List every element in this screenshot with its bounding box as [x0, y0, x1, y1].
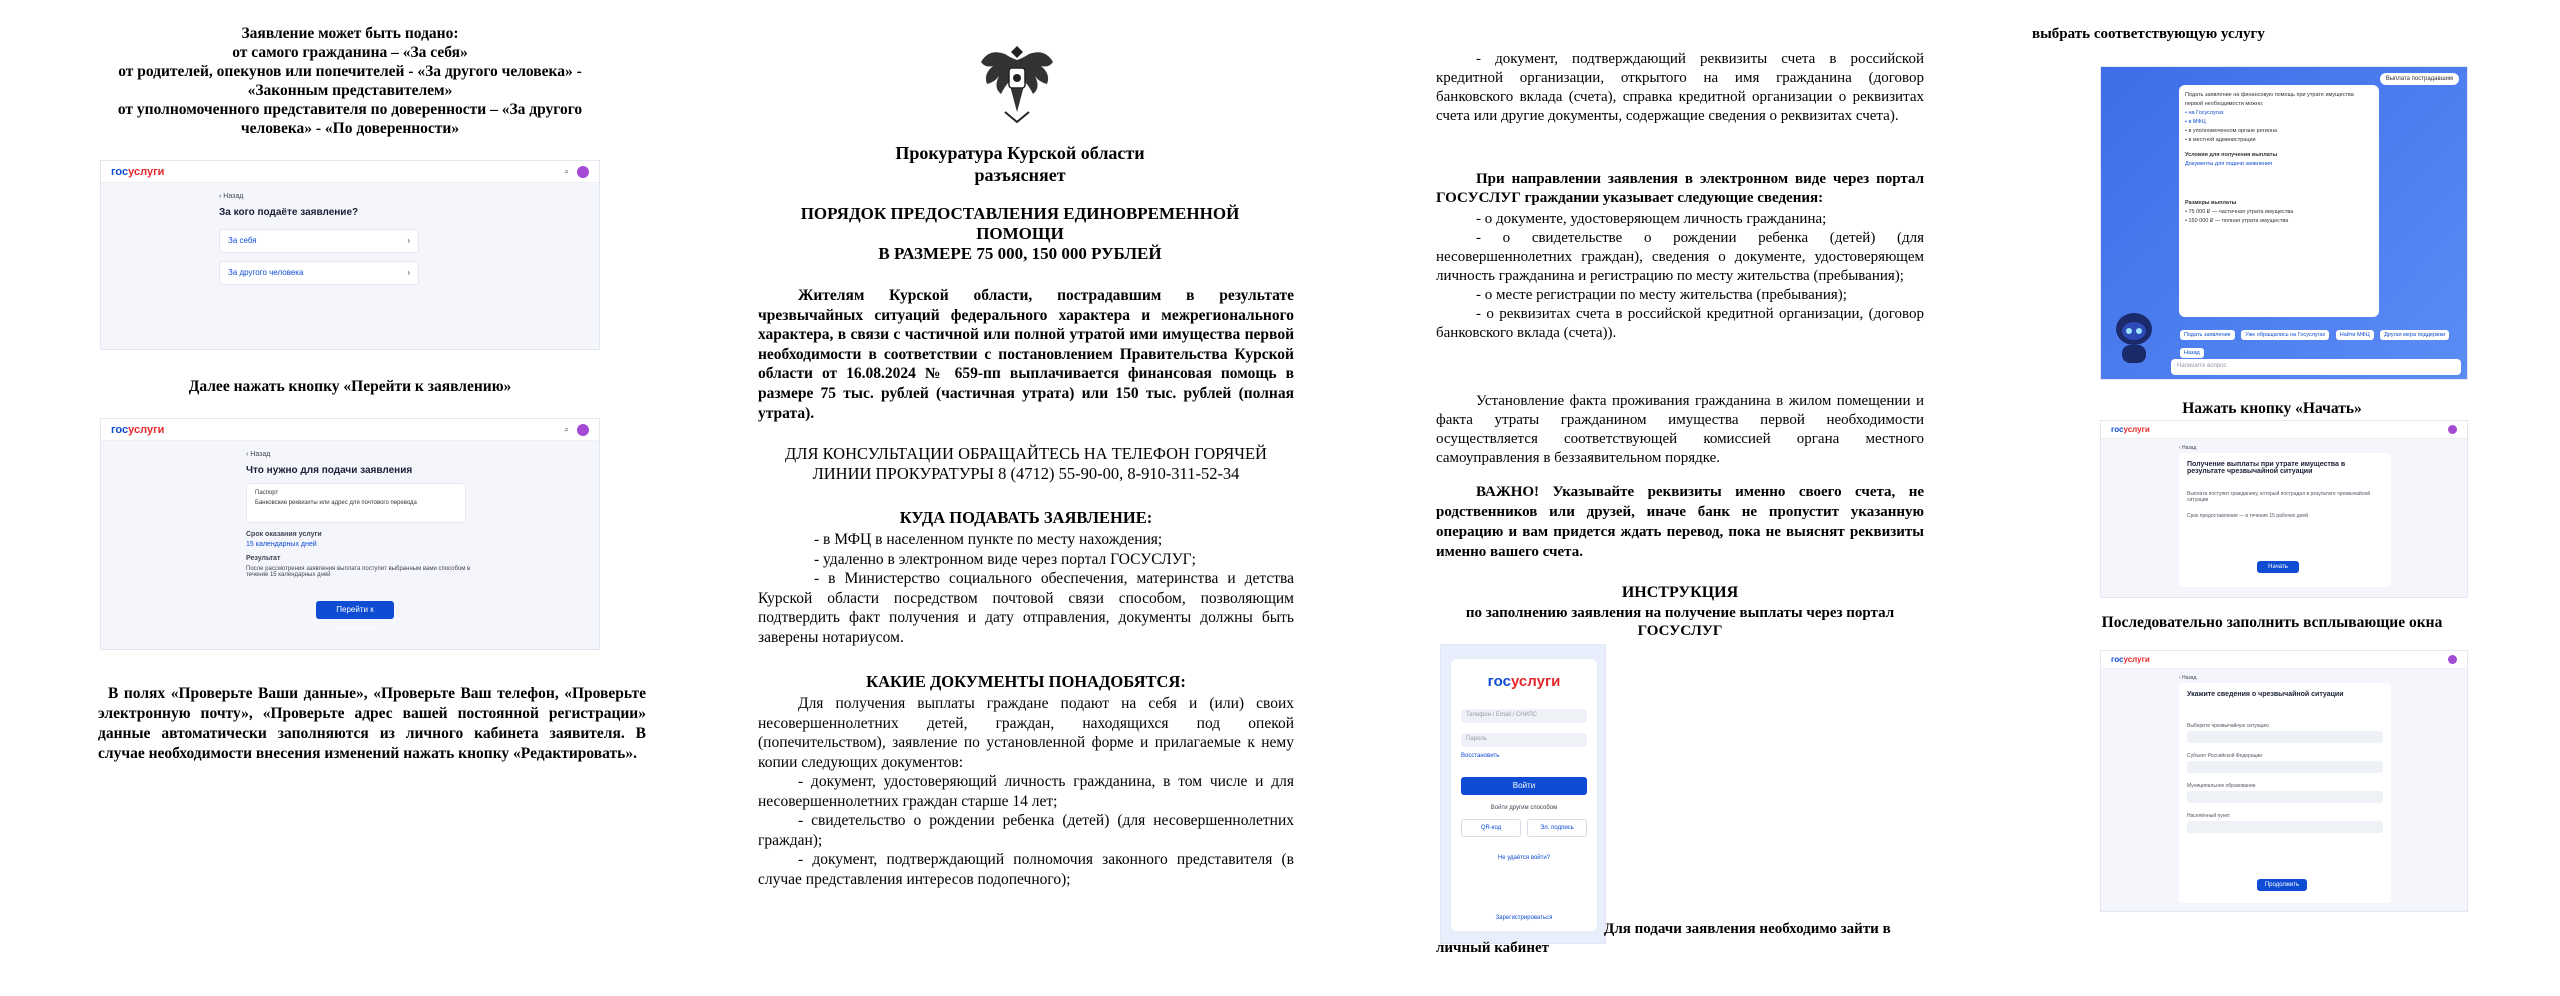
start-text-1: Выплата поступит гражданину, который пострадал в результате чрезвычайной ситуации — [2187, 491, 2371, 503]
docs-title: КАКИЕ ДОКУМЕНТЫ ПОНАДОБЯТСЯ: — [866, 672, 1186, 691]
electronic-list — [1436, 210, 1924, 343]
heading-line: от родителей, опекунов или попечителей - «За другого человека» - «Законным представителем» — [118, 63, 582, 99]
org-line: разъясняет — [974, 165, 1066, 185]
prosecutor-office — [770, 142, 1270, 186]
search-icon: ⌕ — [564, 166, 569, 176]
intro-paragraph: Жителям Курской области, пострадавшим в результате чрезвычайных ситуаций федерального характера и межрегионального характера, в связи с частичной или полной утратой ими имущества первой необходимости в соответствии с постановлением Правительства Курской области от 16.08.2024 № 659-пп выплачивается финансовая помощь в размере 75 тыс. рублей (частичная утрата) или 150 тыс. рублей (полная утрата). — [758, 287, 1294, 422]
option-other: За другого человека › — [219, 261, 419, 285]
title-line: ПОРЯДОК ПРЕДОСТАВЛЕНИЯ ЕДИНОВРЕМЕННОЙ — [800, 204, 1240, 223]
electronic-item: - о месте регистрации по месту жительства (пребывания); — [1476, 287, 1847, 303]
start-card — [2179, 453, 2391, 587]
heading-line: от уполномоченного представителя по доверенности – «За другого человека» - «По доверенности» — [117, 101, 583, 137]
gosuslugi-logo: госуслуги — [2111, 425, 2150, 434]
form-card — [2179, 683, 2391, 903]
bank-doc-item: - документ, подтверждающий реквизиты счета в российской кредитной организации, открытого на имя гражданина (договор банковского вклада (счета), справка кредитной организации о реквизитах счета или другие документы, содержащие сведения о реквизитах счета). — [1436, 51, 1924, 124]
electronic-title: При направлении заявления в электронном виде через портал ГОСУСЛУГ граждании указывает следующие сведения: — [1436, 171, 1924, 206]
screenshot-assistant-chat — [2100, 66, 2468, 380]
caption-go-to-application: Далее нажать кнопку «Перейти к заявлению» — [188, 378, 512, 395]
screenshot-emergency-form — [2100, 650, 2468, 912]
avatar — [2448, 655, 2457, 664]
chip-other-support[interactable]: Другая мера поддержки — [2380, 330, 2449, 340]
fields-instructions: В полях «Проверьте Ваши данные», «Проверьте Ваш телефон, «Проверьте электронную почту», «Проверьте адрес вашей постоянной регистрации» данные автоматически заполняются из личного кабинета заявителя. В случае необходимости внесения изменений нажать кнопку «Редактировать». — [98, 685, 646, 762]
form-label-3: Муниципальное образование — [2187, 783, 2256, 789]
page-1 — [0, 0, 700, 996]
back-link: ‹ Назад — [219, 193, 244, 200]
title-line: В РАЗМЕРЕ 75 000, 150 000 РУБЛЕЙ — [878, 244, 1162, 263]
page-2 — [700, 0, 1340, 996]
portal-header — [2101, 651, 2467, 669]
electronic-item: - о реквизитах счета в российской кредитной организации, (договор банковского вклада (счета)). — [1436, 306, 1924, 341]
docs-item: - документ, подтверждающий полномочия законного представителя (в случае представления интересов подопечного); — [758, 851, 1294, 888]
start-title: Получение выплаты при утрате имущества в результате чрезвычайной ситуации — [2187, 461, 2346, 475]
term-title: Срок оказания услуги — [246, 531, 322, 538]
requirements-title: Что нужно для подачи заявления — [246, 465, 413, 476]
establishment-paragraph: Установление факта проживания гражданина в жилом помещении и факта утраты гражданином имущества первой необходимости осуществляется соответствующей комиссией органа местного самоуправления в беззаявительном порядке. — [1436, 393, 1924, 466]
chip-find-mfc[interactable]: Найти МФЦ — [2336, 330, 2374, 340]
chat-input[interactable]: Напишите вопрос — [2171, 359, 2461, 375]
quick-reply-chips — [2179, 323, 2459, 359]
procedure-title — [770, 204, 1270, 264]
register-link[interactable]: Зарегистрироваться — [1495, 915, 1553, 921]
instruction-subtitle: по заполнению заявления на получение выплаты через портал ГОСУСЛУГ — [1465, 605, 1895, 639]
portal-header — [101, 419, 599, 441]
coat-of-arms-emblem — [975, 38, 1059, 124]
assistant-message: Подать заявление на финансовую помощь при утрате имущества первой необходимости можно: • на Госуслугах • в МФЦ • в уполномоченном органе региона • в местной администрации Условия для получения выплаты Документы для подачи заявления Размеры выплаты • 75 000 ₽ — частичная утрата имущества • 150 000 ₽ — полная утрата имущества — [2179, 85, 2379, 317]
docs-item: - свидетельство о рождении ребенка (детей) (для несовершеннолетних граждан); — [758, 812, 1294, 849]
gosuslugi-logo: госуслуги — [111, 165, 165, 178]
gosuslugi-logo: госуслуги — [111, 423, 165, 436]
requirements-list: Паспорт Банковские реквизиты или адрес для почтового перевода — [246, 483, 466, 523]
chip-apply[interactable]: Подать заявление — [2180, 330, 2235, 340]
cant-login-link[interactable]: Не удаётся войти? — [1497, 855, 1551, 861]
docs-intro: Для получения выплаты граждане подают на себя и (или) своих несовершеннолетних детей, граждан, находящихся под опекой (попечительством), заявление по установленной форме и прилагаемые к нему копии следующих документов: — [758, 695, 1294, 771]
go-to-application-button[interactable]: Перейти к заявлению — [316, 601, 394, 619]
hotline-text: ДЛЯ КОНСУЛЬТАЦИИ ОБРАЩАЙТЕСЬ НА ТЕЛЕФОН ГОРЯЧЕЙ ЛИНИИ ПРОКУРАТУРЫ 8 (4712) 55-90-00, 8-910-311-52-34 — [785, 444, 1267, 483]
start-caption: Нажать кнопку «Начать» — [2182, 400, 2362, 417]
screenshot-start — [2100, 420, 2468, 598]
chip-already[interactable]: Уже обращались на Госуслугах — [2241, 330, 2329, 340]
restore-link[interactable]: Восстановить — [1461, 753, 1500, 759]
important-warning: ВАЖНО! Указывайте реквизиты именно своего счета, не родственников или друзей, иначе банк не пропустит указанную операцию и вам придется ждать перевод, пока не выяснят реквизиты именно вашего счета. — [1436, 484, 1924, 560]
signature-login-button[interactable]: Эл. подпись — [1527, 819, 1587, 837]
result-title: Результат — [246, 555, 281, 562]
login-caption: Для подачи заявления необходимо зайти в личный кабинет — [1436, 921, 1891, 956]
electronic-item: - о свидетельстве о рождении ребенка (детей) (для несовершеннолетних граждан), сведения о документе, удостоверяющем личность гражданина и регистрацию по месту жительства (пребывания); — [1436, 230, 1924, 284]
start-text-2: Срок предоставления — в течение 15 рабочих дней — [2187, 513, 2308, 519]
avatar — [577, 424, 589, 436]
where-item: - удаленно в электронном виде через портал ГОСУСЛУГ; — [814, 550, 1196, 568]
page-3 — [1340, 0, 1980, 996]
form-label-2: Субъект Российской Федерации — [2187, 753, 2263, 759]
avatar — [577, 166, 589, 178]
other-login-label: Войти другим способом — [1490, 805, 1558, 811]
form-label-4: Населённый пункт — [2187, 813, 2231, 819]
page-4 — [1980, 0, 2560, 996]
electronic-item: - о документе, удостоверяющем личность гражданина; — [1476, 211, 1827, 227]
settlement-field[interactable] — [2187, 821, 2383, 833]
login-card — [1451, 659, 1597, 931]
heading-line: от самого гражданина – «За себя» — [232, 44, 468, 61]
screenshot-login — [1440, 644, 1606, 944]
continue-button[interactable]: Продолжить — [2257, 879, 2307, 891]
where-item: - в Министерство социального обеспечения, материнства и детства Курской области посредством почтовой связи способом, позволяющим подтвердить факт получения и дату отправления, документы должны быть заверены нотариусом. — [758, 570, 1294, 646]
user-bubble: Выплата пострадавшим — [2380, 73, 2459, 85]
gosuslugi-logo: госуслуги — [1487, 673, 1561, 690]
fill-popups-caption: Последовательно заполнить всплывающие окна — [2101, 614, 2443, 631]
term-value: 15 календарных дней — [246, 541, 317, 548]
result-text: После рассмотрения заявления выплата поступит выбранным вами способом в течение 15 календарных дней — [246, 566, 471, 578]
municipality-field[interactable] — [2187, 791, 2383, 803]
where-title: КУДА ПОДАВАТЬ ЗАЯВЛЕНИЕ: — [899, 508, 1153, 527]
docs-item: - документ, удостоверяющий личность гражданина, в том числе и для несовершеннолетних граждан старше 14 лет; — [758, 773, 1294, 810]
form-label-1: Выберите чрезвычайную ситуацию — [2187, 723, 2269, 729]
org-line: Прокуратура Курской области — [895, 143, 1145, 163]
heading-line: Заявление может быть подано: — [241, 25, 459, 42]
back-link: ‹ Назад — [246, 451, 271, 458]
search-icon: ⌕ — [564, 424, 569, 434]
back-link: ‹ Назад — [2179, 445, 2197, 451]
back-link: ‹ Назад — [2179, 675, 2197, 681]
robot-assistant-icon — [2107, 307, 2161, 367]
portal-header — [101, 161, 599, 183]
option-self: За себя › — [219, 229, 419, 253]
password-input[interactable]: Пароль — [1461, 733, 1587, 747]
choose-service-caption: выбрать соответствующую услугу — [2032, 26, 2265, 42]
login-input[interactable]: Телефон / Email / СНИЛС — [1461, 709, 1587, 723]
emergency-select[interactable] — [2187, 731, 2383, 743]
screenshot-requirements — [100, 418, 600, 650]
qr-login-button[interactable]: QR-код — [1461, 819, 1521, 837]
region-field[interactable] — [2187, 761, 2383, 773]
docs-list — [758, 694, 1294, 889]
where-item: - в МФЦ в населенном пункте по месту нахождения; — [814, 531, 1163, 548]
form-title: Укажите сведения о чрезвычайной ситуации — [2187, 691, 2344, 698]
chip-back[interactable]: Назад — [2180, 348, 2204, 358]
screenshot-who-applies — [100, 160, 600, 350]
login-button[interactable]: Войти — [1461, 777, 1587, 795]
where-list — [758, 530, 1294, 647]
avatar — [2448, 425, 2457, 434]
start-button[interactable]: Начать — [2257, 561, 2299, 573]
submission-heading — [90, 24, 610, 138]
gosuslugi-logo: госуслуги — [2111, 655, 2150, 664]
question-title: За кого подаёте заявление? — [219, 207, 359, 218]
portal-header — [2101, 421, 2467, 439]
instruction-title: ИНСТРУКЦИЯ — [1621, 584, 1739, 601]
title-line: ПОМОЩИ — [976, 224, 1064, 243]
